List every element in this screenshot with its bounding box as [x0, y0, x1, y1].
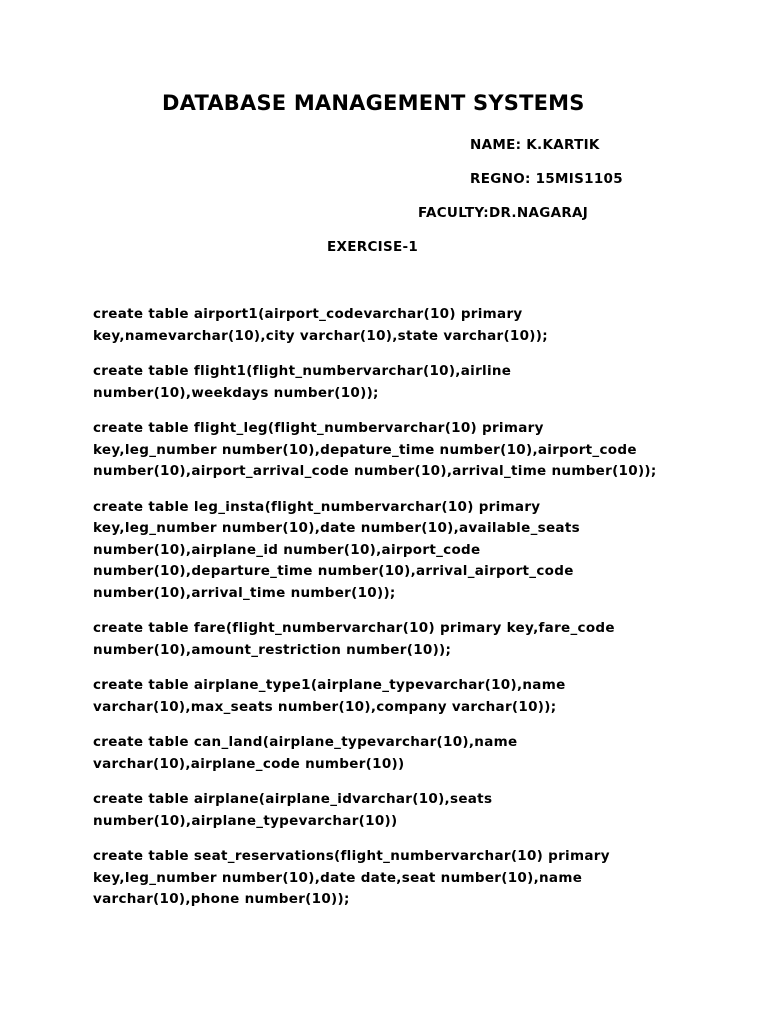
sql-statement-line: varchar(10),phone number(10));: [93, 891, 350, 907]
sql-statement: [93, 618, 693, 661]
sql-statement-line: number(10),airplane_id number(10),airport_code: [93, 541, 481, 558]
sql-statement-line: create table airport1(airport_codevarchar(10) primary: [93, 306, 523, 322]
sql-statement-line: number(10),arrival_time number(10));: [93, 584, 396, 601]
sql-statement-line: number(10),departure_time number(10),arrival_airport_code: [93, 563, 574, 579]
sql-statement: [93, 497, 693, 605]
sql-statement-line: create table airplane_type1(airplane_typevarchar(10),name: [93, 677, 566, 693]
sql-statement-line: create table airplane(airplane_idvarchar(10),seats: [93, 791, 493, 807]
sql-statement: [93, 789, 693, 832]
sql-statement-line: create table can_land(airplane_typevarchar(10),name: [93, 734, 518, 750]
document-title: DATABASE MANAGEMENT SYSTEMS: [162, 91, 585, 115]
sql-statements: [93, 304, 693, 925]
sql-statement-line: key,leg_number number(10),depature_time number(10),airport_code: [93, 441, 637, 458]
sql-statement: [93, 732, 693, 775]
sql-statement: [93, 361, 693, 404]
sql-statement-line: number(10),airplane_typevarchar(10)): [93, 812, 398, 829]
sql-statement-line: create table fare(flight_numbervarchar(10) primary key,fare_code: [93, 620, 615, 636]
registration-number: REGNO: 15MIS1105: [470, 171, 623, 187]
sql-statement-line: create table seat_reservations(flight_numbervarchar(10) primary: [93, 848, 610, 864]
sql-statement-line: key,namevarchar(10),city varchar(10),state varchar(10));: [93, 327, 548, 344]
sql-statement-line: key,leg_number number(10),date number(10),available_seats: [93, 520, 580, 536]
sql-statement-line: create table leg_insta(flight_numbervarchar(10) primary: [93, 498, 541, 515]
sql-statement-line: create table flight1(flight_numbervarchar(10),airline: [93, 363, 512, 379]
exercise-heading: EXERCISE-1: [327, 239, 419, 255]
sql-statement: [93, 675, 693, 718]
sql-statement: [93, 846, 693, 911]
sql-statement-line: number(10),airport_arrival_code number(10),arrival_time number(10));: [93, 463, 657, 479]
sql-statement: [93, 418, 693, 483]
sql-statement-line: number(10),amount_restriction number(10));: [93, 641, 452, 658]
sql-statement-line: key,leg_number number(10),date date,seat number(10),name: [93, 869, 583, 886]
sql-statement-line: varchar(10),max_seats number(10),company varchar(10));: [93, 698, 557, 715]
sql-statement: [93, 304, 693, 347]
faculty-name: FACULTY:DR.NAGARAJ: [418, 205, 589, 221]
sql-statement-line: create table flight_leg(flight_numbervarchar(10) primary: [93, 420, 544, 436]
student-name: NAME: K.KARTIK: [470, 137, 600, 153]
sql-statement-line: number(10),weekdays number(10));: [93, 384, 379, 401]
sql-statement-line: varchar(10),airplane_code number(10)): [93, 755, 405, 772]
